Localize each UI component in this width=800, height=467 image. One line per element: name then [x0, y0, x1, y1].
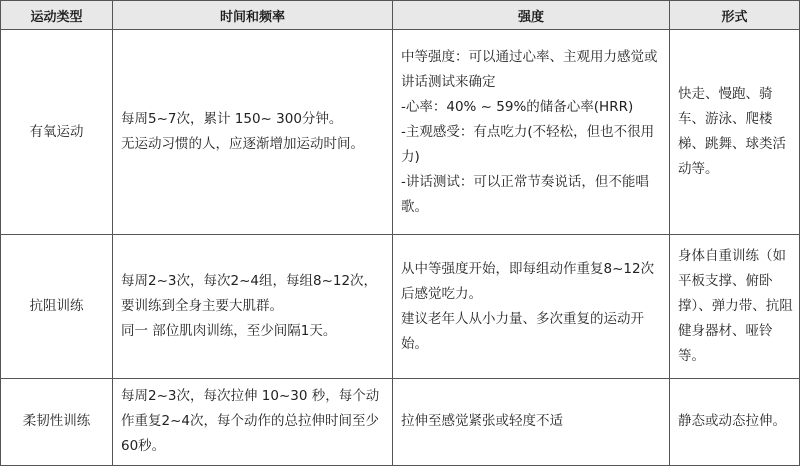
cell-time-frequency: 每周2~3次，每次拉伸 10~30 秒，每个动作重复2~4次，每个动作的总拉伸时间至少60秒。	[113, 378, 393, 465]
cell-intensity: 从中等强度开始，即每组动作重复8~12次后感觉吃力。 建议老年人从小力量、多次重复的运动开始。	[393, 235, 670, 378]
cell-form: 快走、慢跑、骑车、游泳、爬楼梯、跳舞、球类活动等。	[670, 30, 800, 235]
header-row	[1, 1, 800, 30]
cell-time-frequency: 每周5~7次，累计 150~ 300分钟。 无运动习惯的人，应逐渐增加运动时间。	[113, 30, 393, 235]
header-exercise-type: 运动类型	[1, 1, 113, 30]
table-row	[1, 30, 800, 235]
header-time-frequency: 时间和频率	[113, 1, 393, 30]
cell-intensity: 拉伸至感觉紧张或轻度不适	[393, 378, 670, 465]
table-row	[1, 235, 800, 378]
cell-intensity: 中等强度：可以通过心率、主观用力感觉或讲话测试来确定 -心率：40% ~ 59%的储备心率(HRR) -主观感受：有点吃力(不轻松，但也不很用力) -讲话测试：可以正常节奏说话，但不能唱歌。	[393, 30, 670, 235]
table-row	[1, 378, 800, 465]
cell-form: 身体自重训练（如平板支撑、俯卧撑）、弹力带、抗阻健身器材、哑铃等。	[670, 235, 800, 378]
cell-exercise-type: 有氧运动	[1, 30, 113, 235]
header-intensity: 强度	[393, 1, 670, 30]
cell-form: 静态或动态拉伸。	[670, 378, 800, 465]
cell-time-frequency: 每周2~3次，每次2~4组，每组8~12次，要训练到全身主要大肌群。 同一 部位肌肉训练，至少间隔1天。	[113, 235, 393, 378]
cell-exercise-type: 柔韧性训练	[1, 378, 113, 465]
header-form: 形式	[670, 1, 800, 30]
cell-exercise-type: 抗阻训练	[1, 235, 113, 378]
